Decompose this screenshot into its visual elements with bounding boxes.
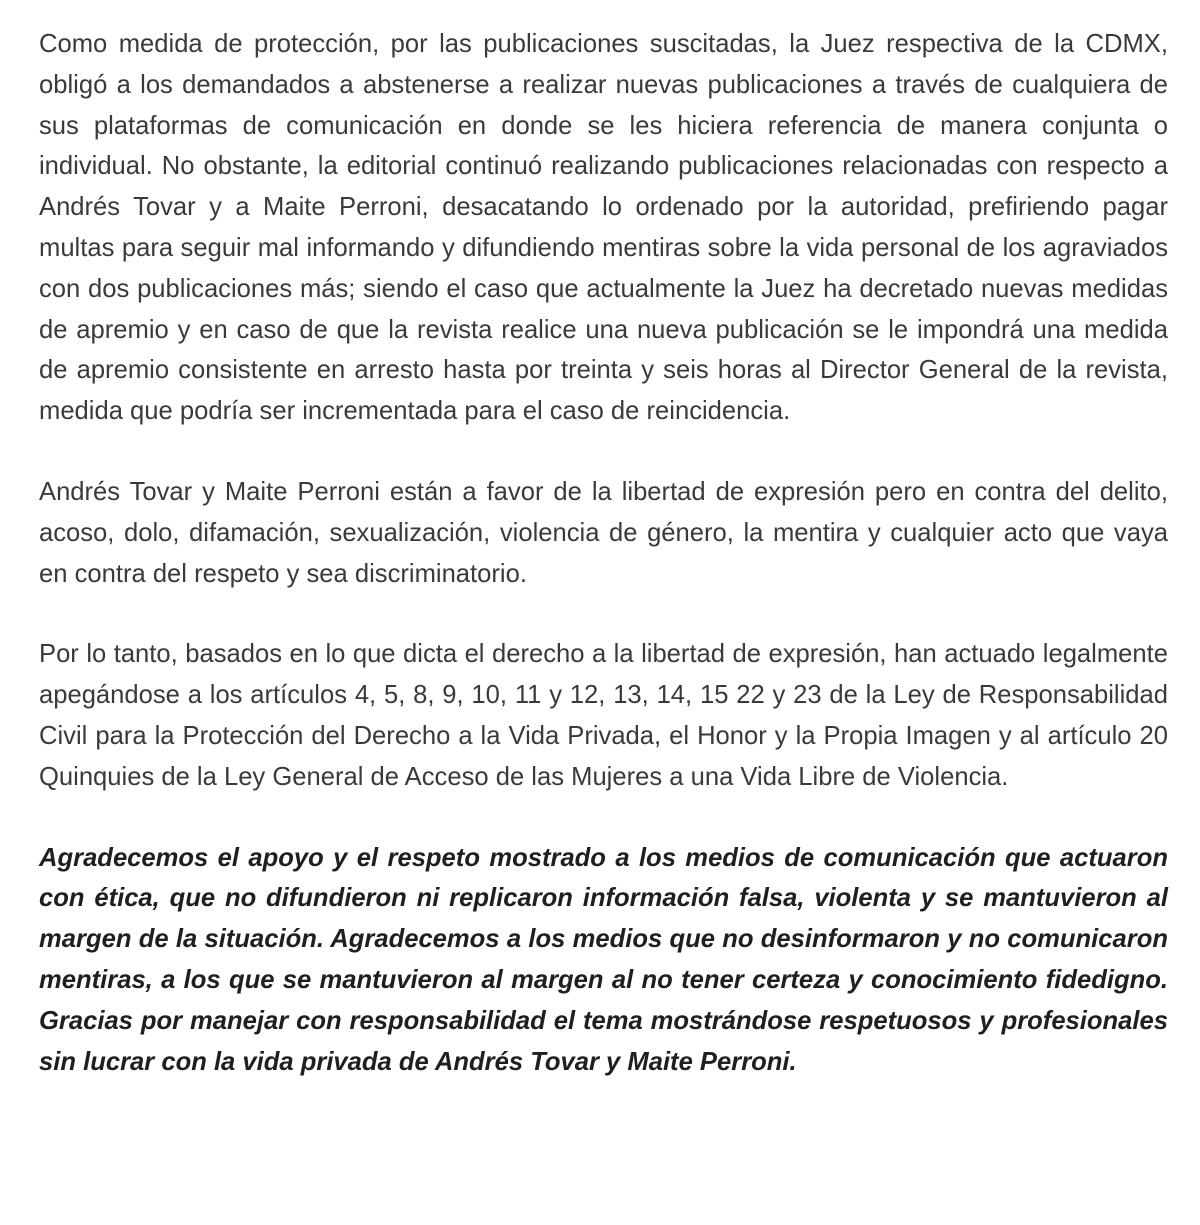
paragraph-acknowledgement: Agradecemos el apoyo y el respeto mostrado a los medios de comunicación que actuaron con ética, que no difundieron ni replicaron información falsa, violenta y se mantuvieron al margen de la situación. Agradecemos a los medios que no desinformaron y no comunicaron mentiras, a los que se mantuvieron al margen al no tener certeza y conocimiento fidedigno. Gracias por manejar con responsabilidad el tema mostrándose respetuosos y profesionales sin lucrar con la vida privada de Andrés Tovar y Maite Perroni. <box>39 843 1168 1076</box>
paragraph-freedom-of-expression: Andrés Tovar y Maite Perroni están a favor de la libertad de expresión pero en contra del delito, acoso, dolo, difamación, sexualización, violencia de género, la mentira y cualquier acto que vaya en contra del respeto y sea discriminatorio. <box>39 477 1168 588</box>
article-body <box>39 24 1168 1082</box>
paragraph-legal-basis: Por lo tanto, basados en lo que dicta el derecho a la libertad de expresión, han actuado legalmente apegándose a los artículos 4, 5, 8, 9, 10, 11 y 12, 13, 14, 15 22 y 23 de la Ley de Responsabilidad Civil para la Protección del Derecho a la Vida Privada, el Honor y la Propia Imagen y al artículo 20 Quinquies de la Ley General de Acceso de las Mujeres a una Vida Libre de Violencia. <box>39 640 1168 791</box>
paragraph-protection-measure: Como medida de protección, por las publicaciones suscitadas, la Juez respectiva de la CDMX, obligó a los demandados a abstenerse a realizar nuevas publicaciones a través de cualquiera de sus plataformas de comunicación en donde se les hiciera referencia de manera conjunta o individual. No obstante, la editorial continuó realizando publicaciones relacionadas con respecto a Andrés Tovar y a Maite Perroni, desacatando lo ordenado por la autoridad, prefiriendo pagar multas para seguir mal informando y difundiendo mentiras sobre la vida personal de los agraviados con dos publicaciones más; siendo el caso que actualmente la Juez ha decretado nuevas medidas de apremio y en caso de que la revista realice una nueva publicación se le impondrá una medida de apremio consistente en arresto hasta por treinta y seis horas al Director General de la revista, medida que podría ser incrementada para el caso de reincidencia. <box>39 30 1168 426</box>
